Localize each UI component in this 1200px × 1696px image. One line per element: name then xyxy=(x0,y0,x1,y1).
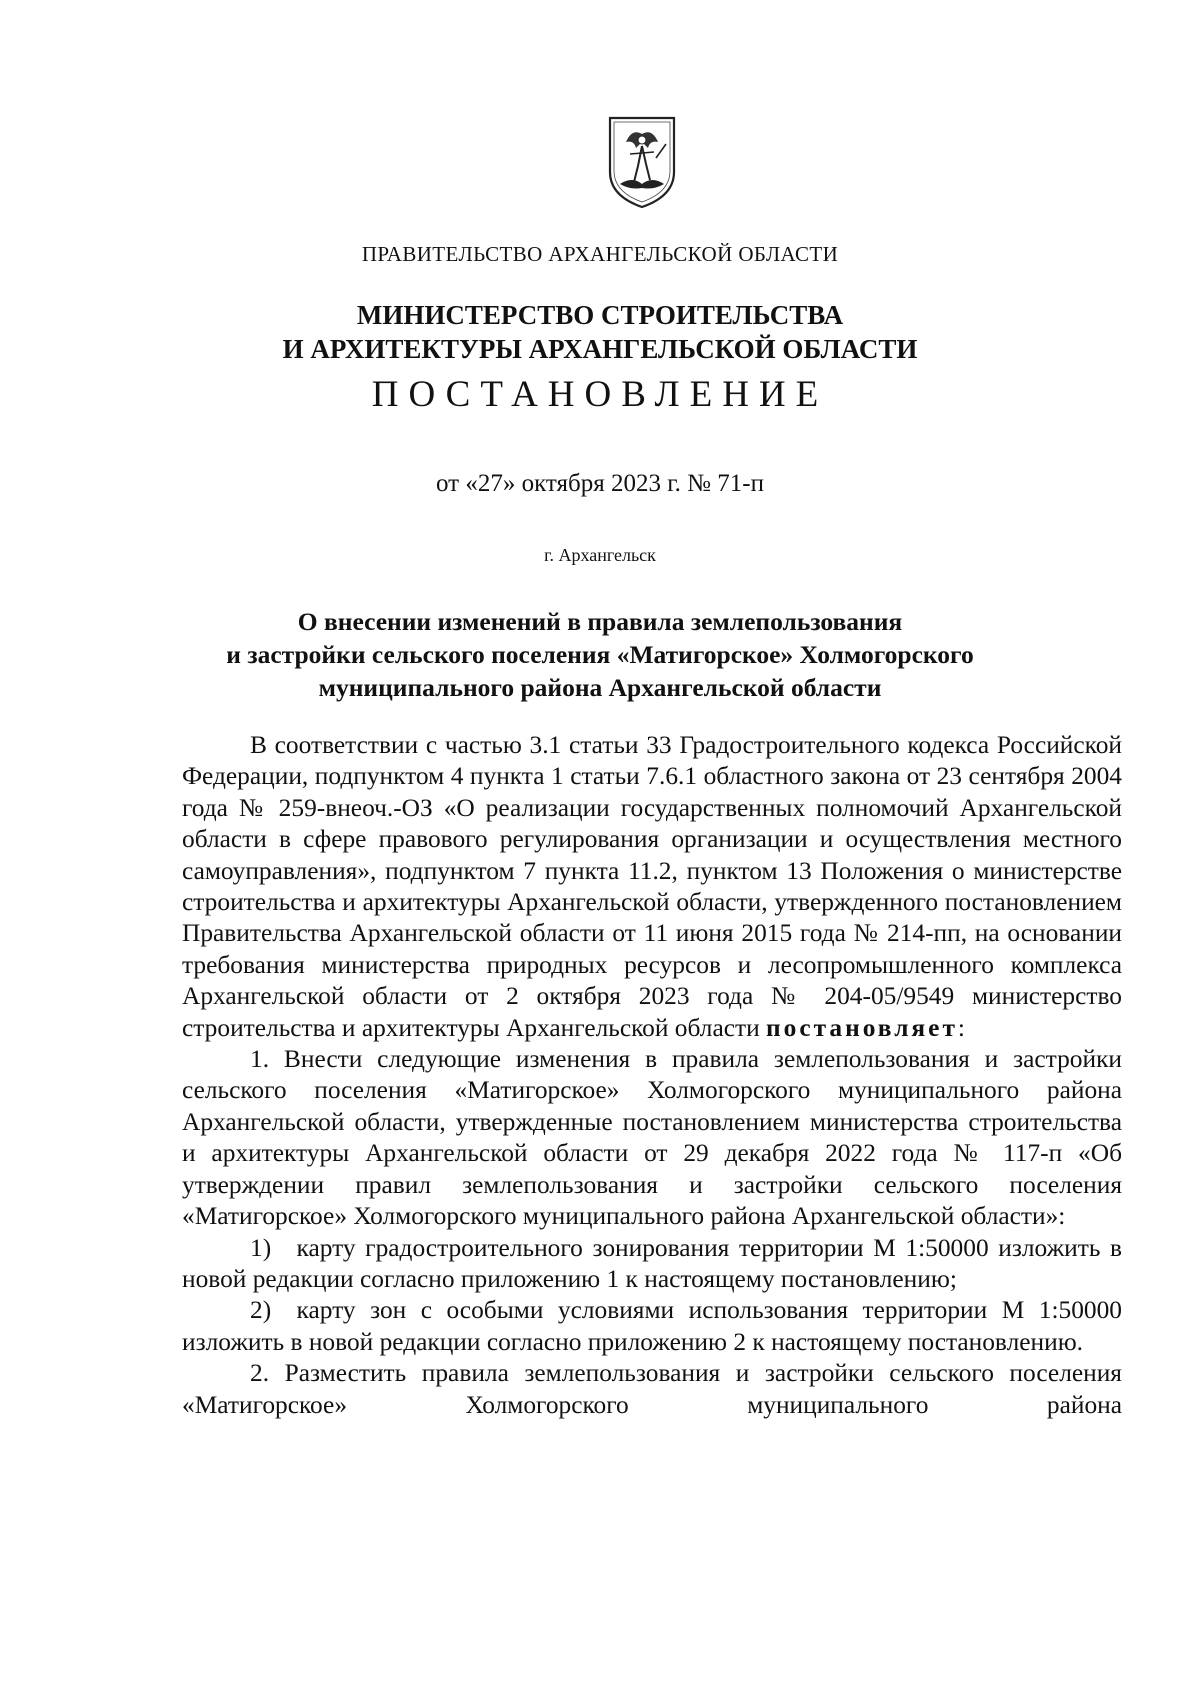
ministry-title xyxy=(0,298,1200,366)
ministry-title-line1: МИНИСТЕРСТВО СТРОИТЕЛЬСТВА xyxy=(356,300,844,330)
subject-line3: муниципального района Архангельской области xyxy=(318,673,882,702)
item-1: 1. Внести следующие изменения в правила землепользования и застройки сельского поселения «Матигорское» Холмогорского муниципального района Архангельской области, утвержденные постановлением министерства строительства и архитектуры Архангельской области от 29 декабря 2022 года № 117-п «Об утверждении правил землепользования и застройки сельского поселения «Матигорское» Холмогорского муниципального района Архангельской области»: xyxy=(182,1045,1122,1231)
decrees-word: постановляет xyxy=(766,1013,958,1042)
coat-of-arms-icon xyxy=(604,114,680,210)
document-body xyxy=(182,730,1122,1421)
preamble-text: В соответствии с частью 3.1 статьи 33 Градостроительного кодекса Российской Федерации, подпунктом 4 пункта 1 статьи 7.6.1 областного закона от 23 сентября 2004 года № 259-внеоч.-ОЗ «О реализации государственных полномочий Архангельской области в сфере правового регулирования организации и осуществления местного самоуправления», подпунктом 7 пункта 11.2, пунктом 13 Положения о министерстве строительства и архитектуры Архангельской области, утвержденного постановлением Правительства Архангельской области от 11 июня 2015 года № 214-пп, на основании требования министерства природных ресурсов и лесопромышленного комплекса Архангельской области от 2 октября 2023 года № 204-05/9549 министерство строительства и архитектуры Архангельской области xyxy=(182,731,1122,1042)
item-2: 2. Разместить правила землепользования и застройки сельского поселения «Матигорское» Холмогорского муниципального района xyxy=(182,1359,1122,1419)
subject-line1: О внесении изменений в правила землепользования xyxy=(297,607,903,636)
document-type: ПОСТАНОВЛЕНИЕ xyxy=(371,374,829,415)
item-1-subitem-1: 1) карту градостроительного зонирования территории М 1:50000 изложить в новой редакции согласно приложению 1 к настоящему постановлению; xyxy=(182,1233,1122,1293)
document-date-number: от «27» октября 2023 г. № 71-п xyxy=(436,470,764,497)
decrees-colon: : xyxy=(957,1013,965,1042)
document-subject xyxy=(0,605,1200,704)
subject-line2: и застройки сельского поселения «Матигорское» Холмогорского xyxy=(226,640,974,669)
item-1-subitem-2: 2) карту зон с особыми условиями использования территории М 1:50000 изложить в новой редакции согласно приложению 2 к настоящему постановлению. xyxy=(182,1296,1122,1356)
preamble-paragraph xyxy=(182,730,1122,1044)
document-city: г. Архангельск xyxy=(544,545,656,565)
government-title: ПРАВИТЕЛЬСТВО АРХАНГЕЛЬСКОЙ ОБЛАСТИ xyxy=(361,242,839,266)
ministry-title-line2: И АРХИТЕКТУРЫ АРХАНГЕЛЬСКОЙ ОБЛАСТИ xyxy=(282,334,918,364)
